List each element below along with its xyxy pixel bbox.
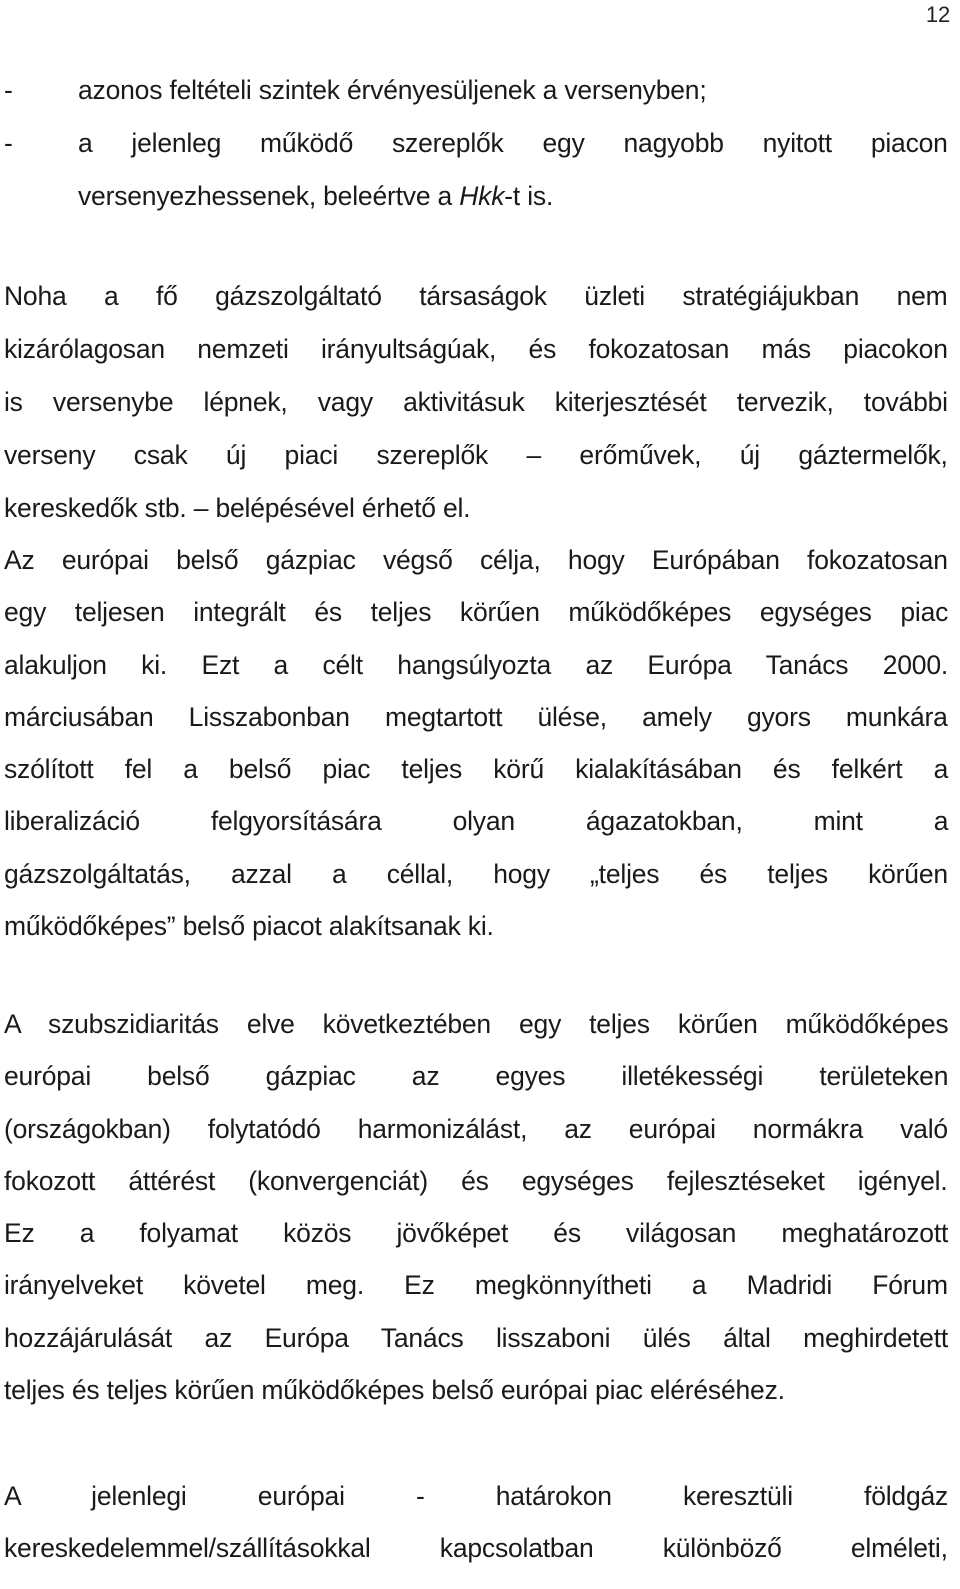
- text-line: A jelenlegi európai - határokon keresztüli földgáz: [4, 1481, 949, 1511]
- text-line: márciusában Lisszabonban megtartott ülése, amely gyors munkára: [4, 701, 948, 732]
- bullet-list: [4, 64, 948, 223]
- bullet-text: [78, 64, 948, 117]
- bullet-item: [4, 64, 948, 117]
- text-line: szólított fel a belső piac teljes körű kialakításában és felkért a: [4, 754, 949, 785]
- text-line: kizárólagosan nemzeti irányultságúak, és fokozatosan más piacokon: [4, 334, 948, 364]
- paragraph-4: [4, 1470, 948, 1575]
- text-line: is versenybe lépnek, vagy aktivitásuk kiterjesztését tervezik, további: [4, 387, 948, 417]
- text-line: európai belső gázpiac az egyes illetékességi területeken: [4, 1061, 949, 1092]
- text-line: verseny csak új piaci szereplők – erőművek, új gáztermelők,: [4, 440, 948, 470]
- text-line: alakuljon ki. Ezt a célt hangsúlyozta az Európa Tanács 2000.: [4, 649, 949, 680]
- text-line: egy teljesen integrált és teljes körűen működőképes egységes piac: [4, 597, 949, 628]
- text-line: működőképes” belső piacot alakítsanak ki.: [4, 911, 494, 942]
- paragraph-3: [4, 998, 948, 1416]
- text-line: hozzájárulását az Európa Tanács lisszaboni ülés által meghirdetett: [4, 1322, 949, 1353]
- text-line: kereskedők stb. – belépésével érhető el.: [4, 493, 471, 523]
- paragraph-2: [4, 534, 948, 952]
- paragraph-1: [4, 270, 948, 535]
- text-line: fokozott áttérést (konvergenciát) és egységes fejlesztéseket igényel.: [4, 1165, 948, 1196]
- bullet-item: [4, 117, 948, 223]
- text-fragment: -t is.: [504, 181, 554, 211]
- bullet-dash: -: [4, 75, 13, 105]
- bullet-text: [78, 117, 948, 223]
- bullet-dash: -: [4, 128, 13, 158]
- text-line: [78, 170, 948, 223]
- text-line: A szubszidiaritás elve következtében egy teljes körűen működőképes: [4, 1009, 949, 1039]
- text-line: irányelveket követel meg. Ez megkönnyítheti a Madridi Fórum: [4, 1270, 948, 1301]
- text-line: liberalizáció felgyorsítására olyan ágazatokban, mint a: [4, 806, 949, 837]
- text-line: teljes és teljes körűen működőképes belső európai piac eléréséhez.: [4, 1375, 785, 1406]
- page-number: 12: [925, 2, 950, 27]
- text-line: (országokban) folytatódó harmonizálást, az európai normákra való: [4, 1113, 948, 1144]
- text-line: Az európai belső gázpiac végső célja, hogy Európában fokozatosan: [4, 545, 948, 575]
- abbreviation-hkk: Hkk: [459, 181, 505, 211]
- text-line: a jelenleg működő szereplők egy nagyobb nyitott piacon: [78, 128, 948, 158]
- text-line: kereskedelemmel/szállításokkal kapcsolatban különböző elméleti,: [4, 1533, 948, 1564]
- text-line: gázszolgáltatás, azzal a céllal, hogy „teljes és teljes körűen: [4, 858, 948, 889]
- text-line: Ez a folyamat közös jövőképet és világosan meghatározott: [4, 1218, 949, 1249]
- text-line: azonos feltételi szintek érvényesüljenek a versenyben;: [78, 75, 707, 105]
- text-fragment: versenyezhessenek, beleértve a: [78, 181, 460, 211]
- text-line: Noha a fő gázszolgáltató társaságok üzleti stratégiájukban nem: [4, 281, 948, 311]
